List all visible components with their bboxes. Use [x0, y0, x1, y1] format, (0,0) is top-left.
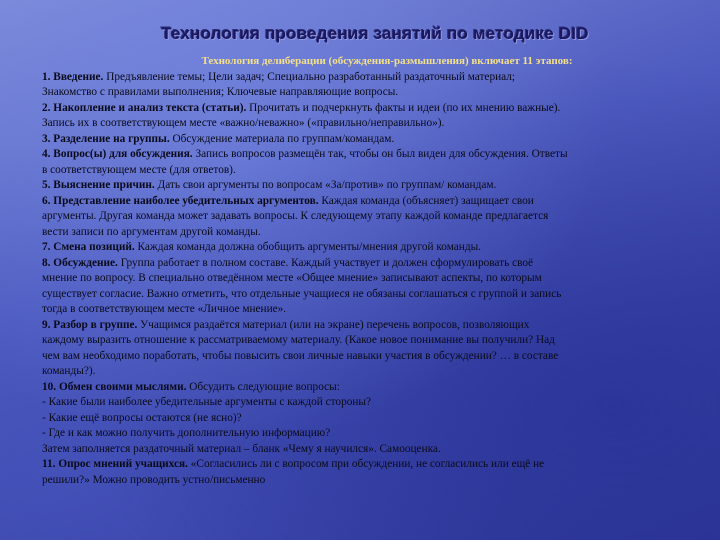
- text-line: [42, 256, 692, 272]
- step-text: Каждая команда должна обобщить аргументы/мнения другой команды.: [134, 241, 482, 253]
- slide-title: Технология проведения занятий по методике DID: [161, 24, 589, 43]
- step-text: - Где и как можно получить дополнительную информацию?: [42, 427, 331, 439]
- step-text: Запись их в соответствующем месте «важно/неважно» («правильно/неправильно»).: [42, 117, 445, 129]
- step-heading: 9. Разбор в группе.: [42, 318, 138, 331]
- text-line: [42, 287, 692, 303]
- step-heading: 3. Разделение на группы.: [42, 132, 170, 145]
- text-line: [42, 225, 692, 241]
- step-text: Затем заполняется раздаточный материал – бланк «Чему я научился». Самооценка.: [42, 442, 441, 455]
- text-line: [42, 101, 692, 117]
- step-text: Дать свои аргументы по вопросам «За/против» по группам/ командам.: [154, 179, 497, 191]
- text-line: [42, 333, 692, 349]
- step-heading: 1. Введение.: [42, 70, 104, 83]
- text-line: [42, 318, 692, 334]
- step-text: команды?).: [42, 365, 96, 377]
- step-text: Обсудить следующие вопросы:: [186, 380, 340, 393]
- text-line: [42, 302, 692, 318]
- step-text: чем вам необходимо поработать, чтобы повысить свои личные навыки участия в обсуждении? … в составе: [42, 349, 559, 362]
- text-line: [42, 240, 692, 256]
- text-line: [42, 349, 692, 365]
- text-line: [42, 380, 692, 396]
- step-text: вести записи по аргументам другой команды.: [42, 225, 261, 238]
- text-line: [42, 194, 692, 210]
- step-text: в соответствующем месте (для ответов).: [42, 163, 236, 176]
- step-text: мнение по вопросу. В специально отведённом месте «Общее мнение» записывают аспекты, по которым: [42, 272, 542, 284]
- text-line: [42, 85, 692, 101]
- step-text: существует согласие. Важно отметить, что отдельные учащиеся не обязаны соглашаться с группой и запись: [42, 287, 562, 300]
- step-text: Учащимся раздаётся материал (или на экране) перечень вопросов, позволяющих: [137, 318, 530, 331]
- text-line: [42, 271, 692, 287]
- content-block: [42, 54, 692, 488]
- step-heading: 4. Вопрос(ы) для обсуждения.: [42, 148, 193, 160]
- text-line: [42, 70, 692, 86]
- step-text: Прочитать и подчеркнуть факты и идеи (по их мнению важные).: [246, 101, 561, 114]
- step-text: Предъявление темы; Цели задач; Специально разработанный раздаточный материал;: [103, 70, 516, 83]
- steps-list: [42, 70, 692, 489]
- step-text: Знакомство с правилами выполнения; Ключевые направляющие вопросы.: [42, 86, 399, 98]
- step-heading: 8. Обсуждение.: [42, 256, 118, 269]
- step-heading: 5. Выяснение причин.: [42, 179, 155, 191]
- step-text: - Какие ещё вопросы остаются (не ясно)?: [42, 411, 242, 424]
- text-line: [42, 209, 692, 225]
- text-line: [42, 457, 692, 473]
- subtitle: Технология делиберации (обсуждения-размышления) включает 11 этапов:: [201, 55, 573, 67]
- text-line: [42, 473, 692, 489]
- step-heading: 7. Смена позиций.: [42, 241, 135, 253]
- text-line: [42, 147, 692, 163]
- step-text: Каждая команда (объясняет) защищает свои: [318, 194, 534, 207]
- text-line: [42, 395, 692, 411]
- step-heading: 6. Представление наиболее убедительных аргументов.: [42, 194, 319, 207]
- step-text: тогда в соответствующем месте «Личное мнение».: [42, 303, 287, 315]
- text-line: [42, 411, 692, 427]
- step-text: каждому выразить отношение к рассматриваемому материалу. (Какое новое понимание вы получили? Над: [42, 334, 555, 346]
- text-line: [42, 178, 692, 194]
- text-line: [42, 132, 692, 148]
- step-text: - Какие были наиболее убедительные аргументы с каждой стороны?: [42, 396, 372, 408]
- step-text: Запись вопросов размещён так, чтобы он был виден для обсуждения. Ответы: [192, 148, 568, 160]
- text-line: [42, 426, 692, 442]
- step-text: решили?» Можно проводить устно/письменно: [42, 473, 266, 486]
- step-text: Обсуждение материала по группам/командам.: [169, 132, 395, 145]
- text-line: [42, 116, 692, 132]
- step-text: аргументы. Другая команда может задавать вопросы. К следующему этапу каждой команде предлагается: [42, 210, 549, 222]
- step-heading: 10. Обмен своими мыслями.: [42, 380, 187, 393]
- step-heading: 2. Накопление и анализ текста (статьи).: [42, 101, 247, 114]
- text-line: [42, 442, 692, 458]
- step-heading: 11. Опрос мнений учащихся.: [42, 458, 188, 470]
- step-text: «Согласились ли с вопросом при обсуждении, не согласились или ещё не: [187, 458, 545, 470]
- text-line: [42, 364, 692, 380]
- step-text: Группа работает в полном составе. Каждый участвует и должен сформулировать своё: [117, 256, 533, 269]
- text-line: [42, 163, 692, 179]
